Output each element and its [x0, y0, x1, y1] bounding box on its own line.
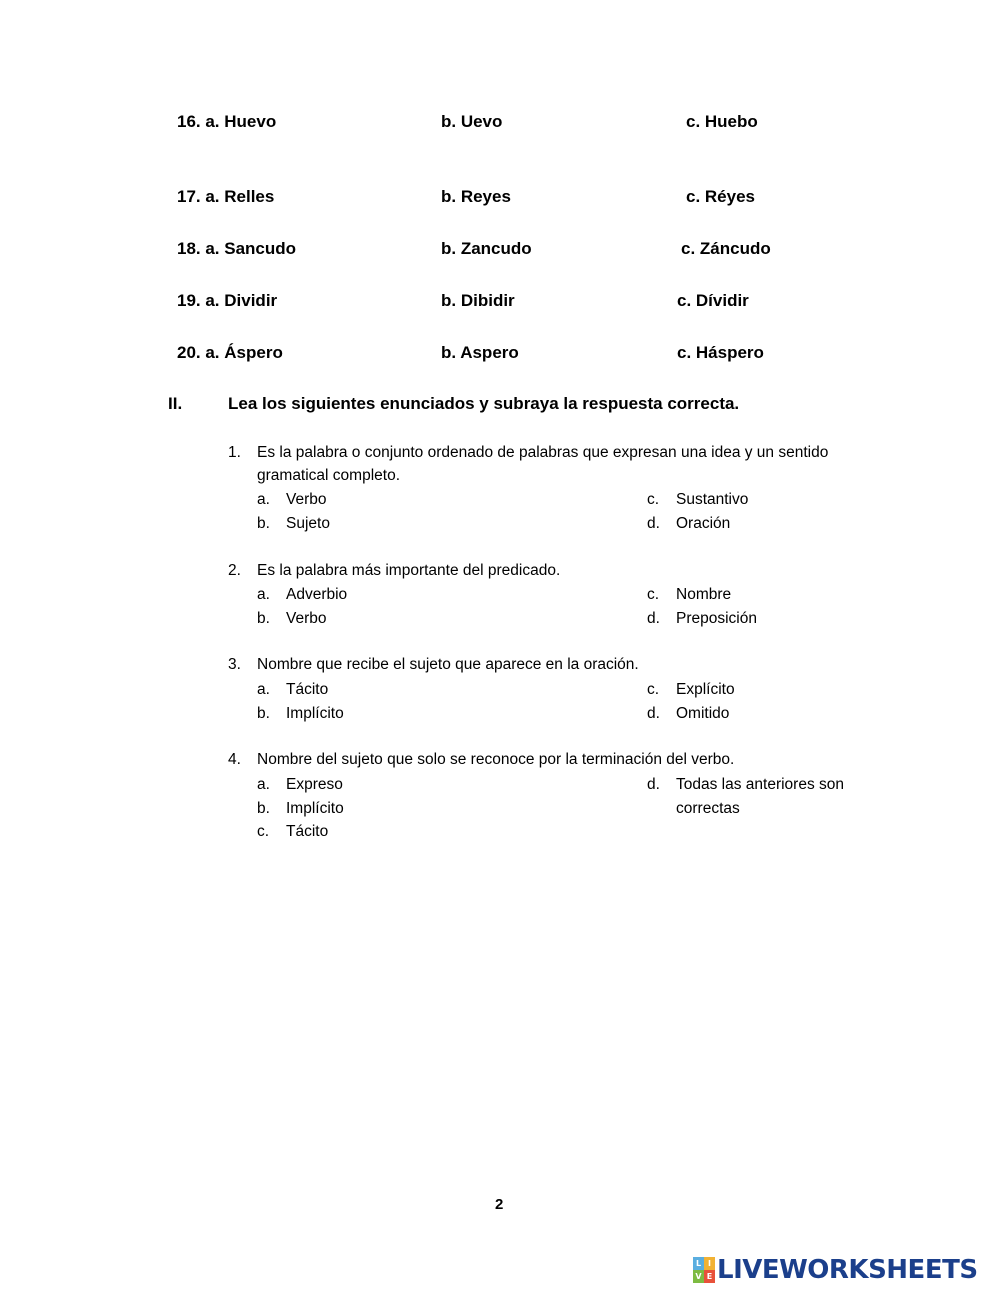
badge-letter: I — [704, 1257, 715, 1270]
option-c[interactable]: Explícito — [676, 681, 735, 698]
question-number: 4. — [228, 751, 241, 768]
badge-letter: V — [693, 1270, 704, 1283]
option-b[interactable]: Sujeto — [286, 515, 330, 532]
option-d[interactable]: Omitido — [676, 705, 730, 722]
option-letter: b. — [257, 515, 270, 532]
question-text: Nombre del sujeto que solo se reconoce por la terminación del verbo. — [257, 751, 735, 768]
badge-letter: E — [704, 1270, 715, 1283]
question-number: 3. — [228, 656, 241, 673]
question-text-continued: gramatical completo. — [257, 467, 401, 484]
question-text: Nombre que recibe el sujeto que aparece en la oración. — [257, 656, 639, 673]
row-20-option-c[interactable]: c. Háspero — [677, 343, 764, 362]
question-number: 1. — [228, 444, 241, 461]
row-16-option-b[interactable]: b. Uevo — [441, 112, 503, 131]
option-letter: a. — [257, 681, 270, 698]
question-text: Es la palabra o conjunto ordenado de palabras que expresan una idea y un sentido — [257, 444, 829, 461]
option-letter: d. — [647, 776, 660, 793]
row-19-option-a[interactable]: 19. a. Dividir — [177, 291, 278, 310]
section-numeral: II. — [168, 394, 183, 413]
logo-badge-icon — [693, 1257, 715, 1283]
row-16-option-a[interactable]: 16. a. Huevo — [177, 112, 277, 131]
row-17-option-b[interactable]: b. Reyes — [441, 187, 511, 206]
option-letter: c. — [257, 823, 270, 840]
row-16-option-c[interactable]: c. Huebo — [686, 112, 758, 131]
brand-name: LIVEWORKSHEETS — [717, 1255, 978, 1285]
row-20-option-b[interactable]: b. Aspero — [441, 343, 519, 362]
row-18-option-a[interactable]: 18. a. Sancudo — [177, 239, 297, 258]
option-a[interactable]: Adverbio — [286, 586, 348, 603]
option-letter: d. — [647, 610, 660, 627]
option-a[interactable]: Verbo — [286, 491, 327, 508]
option-letter: c. — [647, 586, 660, 603]
option-letter: a. — [257, 491, 270, 508]
question-number: 2. — [228, 562, 241, 579]
row-19-option-c[interactable]: c. Dívidir — [677, 291, 749, 310]
row-17-option-a[interactable]: 17. a. Relles — [177, 187, 275, 206]
option-a[interactable]: Expreso — [286, 776, 343, 793]
option-d[interactable]: Todas las anteriores son — [676, 776, 845, 793]
row-18-option-b[interactable]: b. Zancudo — [441, 239, 532, 258]
row-20-option-a[interactable]: 20. a. Áspero — [177, 343, 283, 362]
liveworksheets-logo — [693, 1253, 993, 1287]
option-a[interactable]: Tácito — [286, 681, 329, 698]
option-letter: d. — [647, 705, 660, 722]
option-b[interactable]: Implícito — [286, 800, 344, 817]
option-b[interactable]: Implícito — [286, 705, 344, 722]
option-d[interactable]: Oración — [676, 515, 731, 532]
option-d[interactable]: Preposición — [676, 610, 757, 627]
option-b[interactable]: Verbo — [286, 610, 327, 627]
option-d-continued[interactable]: correctas — [676, 800, 740, 817]
option-letter: c. — [647, 681, 660, 698]
option-letter: a. — [257, 776, 270, 793]
row-19-option-b[interactable]: b. Dibidir — [441, 291, 515, 310]
badge-letter: L — [693, 1257, 704, 1270]
option-letter: b. — [257, 705, 270, 722]
option-letter: a. — [257, 586, 270, 603]
option-c[interactable]: Tácito — [286, 823, 329, 840]
row-18-option-c[interactable]: c. Záncudo — [681, 239, 771, 258]
row-17-option-c[interactable]: c. Réyes — [686, 187, 755, 206]
option-letter: b. — [257, 800, 270, 817]
option-c[interactable]: Nombre — [676, 586, 732, 603]
option-letter: b. — [257, 610, 270, 627]
section-heading: Lea los siguientes enunciados y subraya la respuesta correcta. — [228, 394, 740, 413]
option-letter: d. — [647, 515, 660, 532]
option-c[interactable]: Sustantivo — [676, 491, 749, 508]
option-letter: c. — [647, 491, 660, 508]
question-text: Es la palabra más importante del predicado. — [257, 562, 561, 579]
page-number: 2 — [495, 1196, 504, 1213]
